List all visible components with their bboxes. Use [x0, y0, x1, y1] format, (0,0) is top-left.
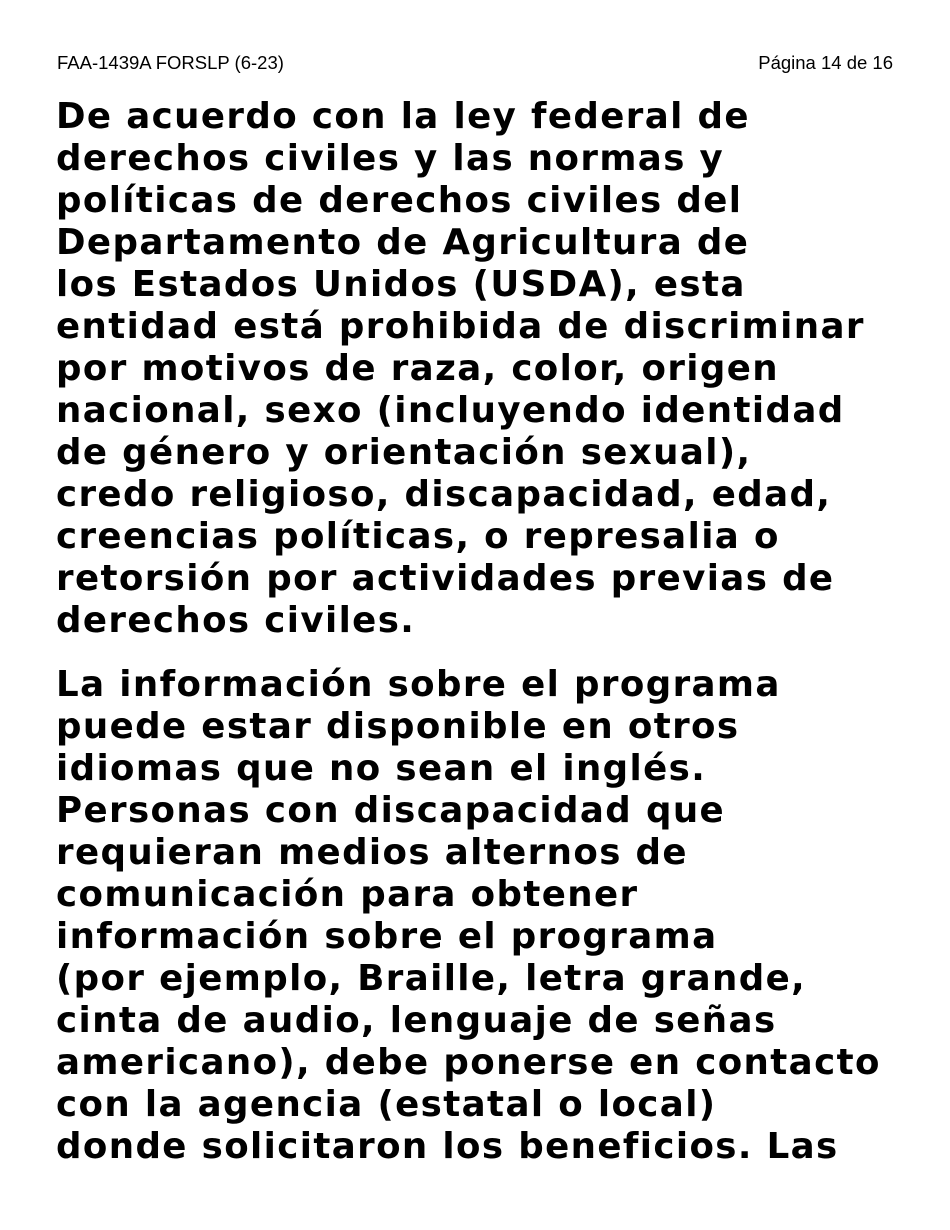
text-line: De acuerdo con la ley federal de	[56, 96, 750, 137]
text-line: La información sobre el programa	[56, 664, 781, 705]
text-line: información sobre el programa	[56, 916, 718, 957]
text-line: americano), debe ponerse en contacto	[56, 1042, 881, 1083]
text-line: cinta de audio, lenguaje de señas	[56, 1000, 777, 1041]
text-line: requieran medios alternos de	[56, 832, 688, 873]
text-line: puede estar disponible en otros	[56, 706, 740, 747]
page-number: Página 14 de 16	[758, 52, 893, 73]
text-line: de género y orientación sexual),	[56, 432, 752, 473]
text-line: nacional, sexo (incluyendo identidad	[56, 390, 845, 431]
text-line: idiomas que no sean el inglés.	[56, 748, 707, 789]
text-line: derechos civiles y las normas y	[56, 138, 725, 179]
text-line: políticas de derechos civiles del	[56, 180, 743, 221]
text-line: retorsión por actividades previas de	[56, 558, 835, 599]
text-line: por motivos de raza, color, origen	[56, 348, 780, 389]
text-line: (por ejemplo, Braille, letra grande,	[56, 958, 807, 999]
paragraph-civil-rights	[56, 96, 865, 642]
text-line: donde solicitaron los beneficios. Las	[56, 1126, 839, 1167]
text-line: Personas con discapacidad que	[56, 790, 726, 831]
text-line: creencias políticas, o represalia o	[56, 516, 780, 557]
text-line: derechos civiles.	[56, 600, 416, 641]
text-line: Departamento de Agricultura de	[56, 222, 750, 263]
paragraph-program-information	[56, 664, 881, 1168]
text-line: entidad está prohibida de discriminar	[56, 306, 865, 347]
text-line: los Estados Unidos (USDA), esta	[56, 264, 746, 305]
text-line: con la agencia (estatal o local)	[56, 1084, 717, 1125]
text-line: comunicación para obtener	[56, 874, 639, 915]
form-id: FAA-1439A FORSLP (6-23)	[57, 52, 284, 73]
text-line: credo religioso, discapacidad, edad,	[56, 474, 832, 515]
